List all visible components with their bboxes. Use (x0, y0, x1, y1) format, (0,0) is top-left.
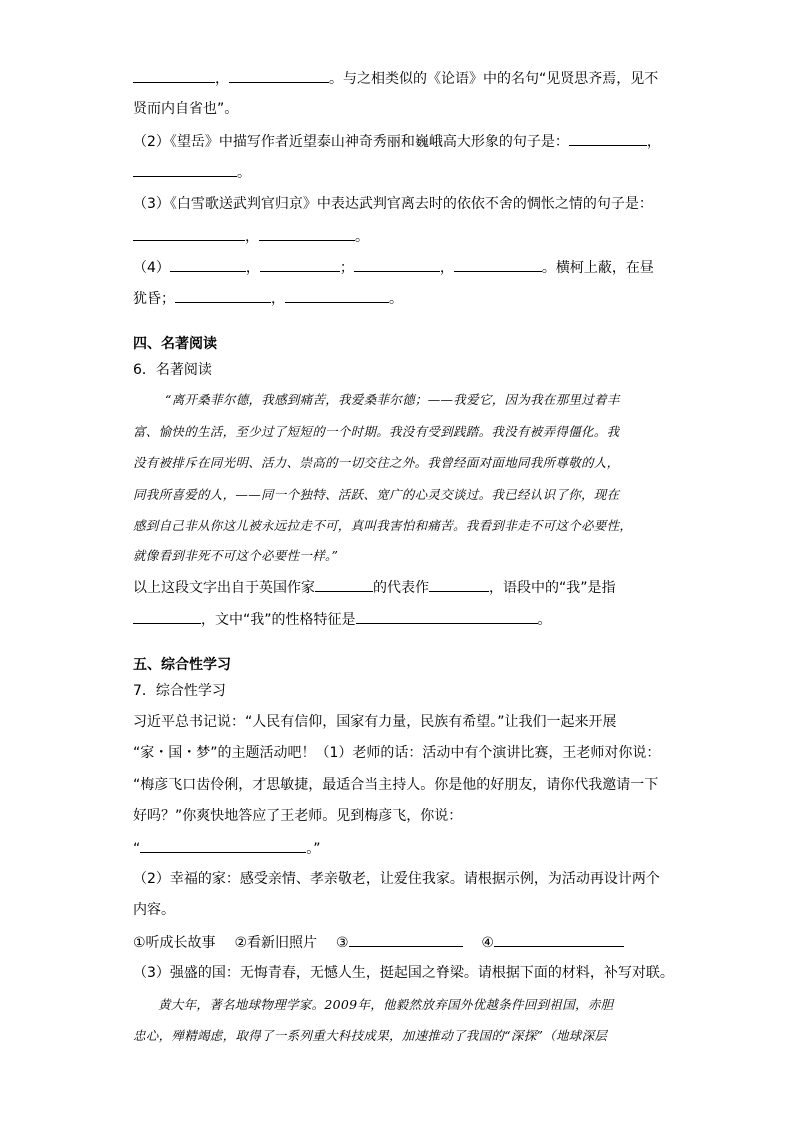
answer-blank[interactable] (354, 257, 440, 272)
answer-blank[interactable] (454, 257, 542, 272)
activity-item: ②看新旧照片 (234, 935, 318, 951)
q5-text: 。横柯上蔽，在昼 (541, 260, 654, 276)
q7-text-line: “梅彦飞口齿伶俐，才思敏捷，最适合当主持人。你是他的好朋友，请你代我邀请一下 (133, 777, 659, 793)
q5-part2-line2 (133, 162, 251, 183)
q7-activity-items (133, 932, 624, 953)
answer-blank[interactable] (133, 68, 215, 83)
q7-part2-line2: 内容。 (133, 902, 175, 918)
q6-ask-line-2 (133, 609, 552, 630)
answer-blank-activity[interactable] (349, 932, 463, 947)
q7-part2: （2）幸福的家：感受亲情、孝亲敬老，让爱住我家。请根据示例，为活动再设计两个 (133, 871, 660, 887)
punct: ， (646, 134, 661, 150)
answer-blank-work[interactable] (429, 577, 489, 592)
answer-blank-author[interactable] (315, 577, 373, 592)
answer-blank[interactable] (569, 131, 647, 146)
material-line: 黄大年，著名地球物理学家。2009年，他毅然放弃国外优越条件回到祖国，赤胆 (158, 997, 614, 1012)
q6-text: ，文中“我”的性格特征是 (201, 612, 356, 628)
punct: ， (439, 260, 454, 276)
q5-part4-label: （4） (133, 260, 170, 276)
answer-blank[interactable] (175, 288, 271, 303)
answer-blank-character[interactable] (133, 609, 201, 624)
novel-quote-line: 富、愉快的生活，至少过了短短的一个时期。我没有受到践踏。我没有被弄得僵化。我 (133, 424, 620, 439)
answer-blank[interactable] (229, 68, 329, 83)
q5-part2-text: （2）《望岳》中描写作者近望泰山神奇秀丽和巍峨高大形象的句子是： (133, 134, 569, 150)
novel-quote-line: 就像看到非死不可这个必要性一样。” (133, 548, 339, 563)
answer-blank[interactable] (259, 226, 355, 241)
punct: ， (215, 71, 229, 87)
novel-quote-line: 同我所喜爱的人，——同一个独特、活跃、宽广的心灵交谈过。我已经认识了你，现在 (133, 487, 620, 502)
q5-line-2: 贤而内自省也”。 (133, 101, 239, 117)
punct: 。” (306, 841, 321, 857)
punct: ， (245, 229, 259, 245)
punct: 。 (237, 165, 251, 181)
question-7-label: 7．综合性学习 (133, 683, 226, 699)
punct: ； (339, 260, 354, 276)
activity-item: ③ (335, 935, 349, 951)
activity-item: ④ (481, 935, 494, 951)
novel-quote-line: 没有被排斥在同光明、活力、崇高的一切交往之外。我曾经面对面地同我所尊敬的人， (133, 455, 620, 470)
answer-blank-activity[interactable] (494, 932, 624, 947)
answer-blank[interactable] (133, 162, 237, 177)
section-4-title: 四、名著阅读 (133, 336, 217, 352)
q6-ask-line-1 (133, 577, 616, 598)
q6-text: ，语段中的“我”是指 (489, 580, 616, 596)
section-5-title: 五、综合性学习 (133, 657, 231, 673)
q6-text: 的代表作 (373, 580, 429, 596)
punct: ， (245, 260, 260, 276)
q7-text-line: “家・国・梦”的主题活动吧！（1）老师的话：活动中有个演讲比赛，王老师对你说： (133, 745, 661, 761)
q5-text: 犹昏； (133, 291, 175, 307)
q5-line-1 (133, 68, 658, 89)
q7-text-line: 习近平总书记说：“人民有信仰，国家有力量，民族有希望。”让我们一起来开展 (133, 714, 617, 730)
q5-text: 。与之相类似的《论语》中的名句“见贤思齐焉，见不 (329, 71, 659, 87)
q5-part4-line2 (133, 288, 403, 309)
punct: “ (133, 841, 141, 857)
answer-blank[interactable] (260, 257, 340, 272)
punct: ， (271, 291, 285, 307)
activity-item: ①听成长故事 (133, 935, 216, 951)
q5-part4 (133, 257, 654, 278)
answer-blank[interactable] (170, 257, 246, 272)
q6-text: 以上这段文字出自于英国作家 (133, 580, 315, 596)
punct: 。 (537, 612, 552, 628)
novel-quote-line: “离开桑菲尔德，我感到痛苦，我爱桑菲尔德；——我爱它，因为我在那里过着丰 (165, 392, 620, 407)
material-line: 忠心，殚精竭虑，取得了一系列重大科技成果，加速推动了我国的“深探”（地球深层 (133, 1028, 608, 1043)
question-6-label: 6．名著阅读 (133, 362, 212, 378)
q7-invitation-line (133, 838, 321, 859)
answer-blank-trait[interactable] (356, 609, 538, 624)
q7-text-line: 好吗？”你爽快地答应了王老师。见到梅彦飞，你说： (133, 808, 463, 824)
q5-part3: （3）《白雪歌送武判官归京》中表达武判官离去时的依依不舍的惆怅之情的句子是： (133, 196, 653, 212)
q5-part3-line2 (133, 226, 369, 247)
punct: 。 (355, 229, 369, 245)
punct: 。 (389, 291, 403, 307)
q5-part2 (133, 131, 661, 152)
answer-blank[interactable] (133, 226, 245, 241)
q7-part3: （3）强盛的国：无悔青春，无憾人生，挺起国之脊梁。请根据下面的材料，补写对联。 (133, 965, 674, 981)
answer-blank[interactable] (285, 288, 389, 303)
answer-blank-invitation[interactable] (140, 838, 306, 853)
novel-quote-line: 感到自己非从你这儿被永远拉走不可，真叫我害怕和痛苦。我看到非走不可这个必要性， (133, 518, 633, 533)
